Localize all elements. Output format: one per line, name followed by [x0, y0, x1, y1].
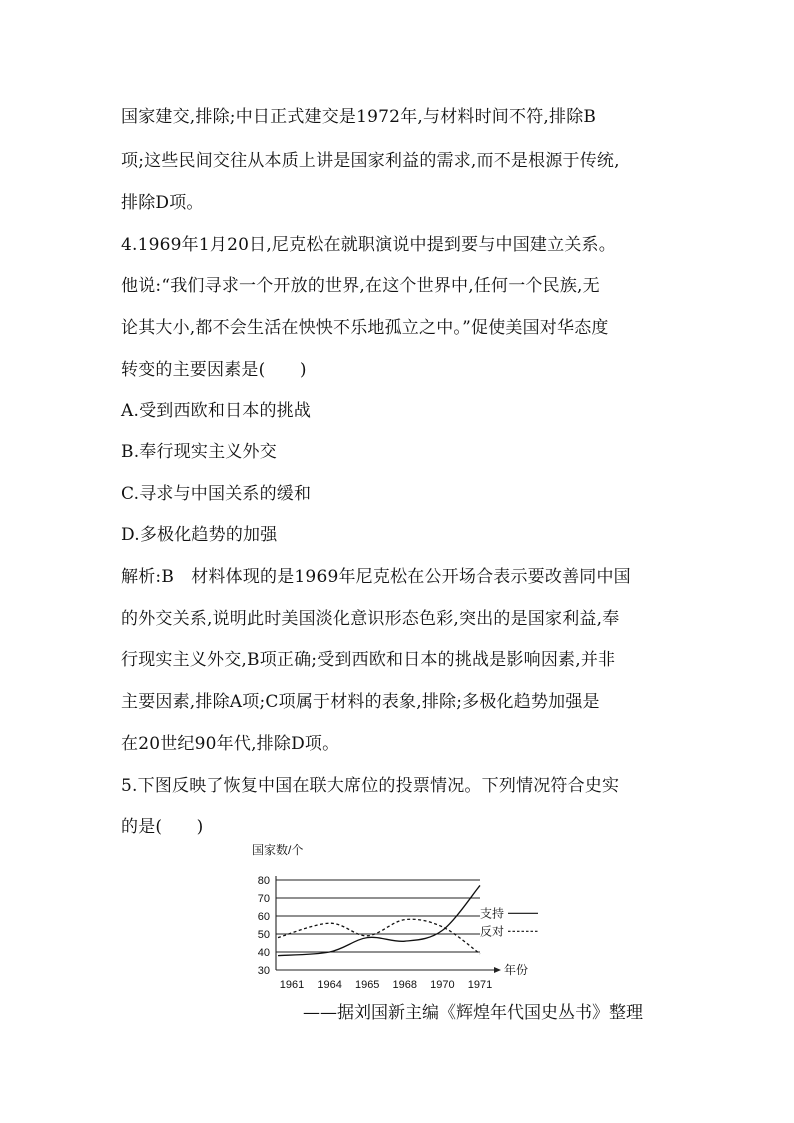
- y-tick-label: 80: [257, 875, 270, 887]
- text-line: 他说:“我们寻求一个开放的世界,在这个世界中,任何一个民族,无: [121, 276, 600, 296]
- text-line: 在20世纪90年代,排除D项。: [121, 734, 340, 754]
- x-axis-label: 年份: [504, 963, 529, 977]
- text-line: 排除D项。: [121, 193, 204, 213]
- text-line: 解析:B 材料体现的是1969年尼克松在公开场合表示要改善同中国: [121, 567, 631, 587]
- x-tick-label: 1970: [430, 979, 455, 991]
- text-line: 论其大小,都不会生活在怏怏不乐地孤立之中。”促使美国对华态度: [121, 318, 609, 338]
- text-line: 行现实主义外交,B项正确;受到西欧和日本的挑战是影响因素,并非: [121, 650, 616, 670]
- x-tick-label: 1961: [279, 979, 305, 991]
- text-line: 转变的主要因素是( ): [121, 360, 307, 380]
- y-tick-label: 30: [257, 965, 270, 977]
- y-tick-label: 50: [257, 929, 270, 941]
- legend-label: 支持: [480, 906, 505, 921]
- text-line: D.多极化趋势的加强: [121, 525, 278, 545]
- text-line: C.寻求与中国关系的缓和: [121, 484, 312, 504]
- text-line: 4.1969年1月20日,尼克松在就职演说中提到要与中国建立关系。: [121, 235, 616, 255]
- x-tick-label: 1968: [392, 979, 418, 991]
- text-line: 的外交关系,说明此时美国淡化意识形态色彩,突出的是国家利益,奉: [121, 609, 620, 629]
- y-tick-label: 60: [257, 911, 270, 923]
- series-line-support: [278, 885, 480, 955]
- y-tick-label: 70: [257, 893, 270, 905]
- voting-line-chart: [240, 838, 560, 998]
- x-tick-label: 1971: [467, 979, 493, 991]
- text-line: 国家建交,排除;中日正式建交是1972年,与材料时间不符,排除B: [121, 107, 597, 127]
- x-tick-label: 1965: [354, 979, 380, 991]
- x-axis-arrow: [494, 967, 501, 973]
- text-line: 的是( ): [121, 817, 204, 837]
- x-tick-label: 1964: [317, 979, 342, 991]
- chart-plot-area: [258, 875, 538, 991]
- source-citation: ——据刘国新主编《辉煌年代国史丛书》整理: [303, 1003, 643, 1023]
- text-line: B.奉行现实主义外交: [121, 442, 277, 462]
- text-line: 主要因素,排除A项;C项属于材料的表象,排除;多极化趋势加强是: [121, 692, 600, 712]
- y-tick-label: 40: [257, 947, 270, 959]
- text-line: 5.下图反映了恢复中国在联大席位的投票情况。下列情况符合史实: [121, 776, 620, 796]
- text-line: A.受到西欧和日本的挑战: [121, 401, 312, 421]
- legend-label: 反对: [480, 924, 505, 939]
- text-line: 项;这些民间交往从本质上讲是国家利益的需求,而不是根源于传统,: [121, 151, 620, 171]
- y-axis-label: 国家数/个: [252, 843, 304, 857]
